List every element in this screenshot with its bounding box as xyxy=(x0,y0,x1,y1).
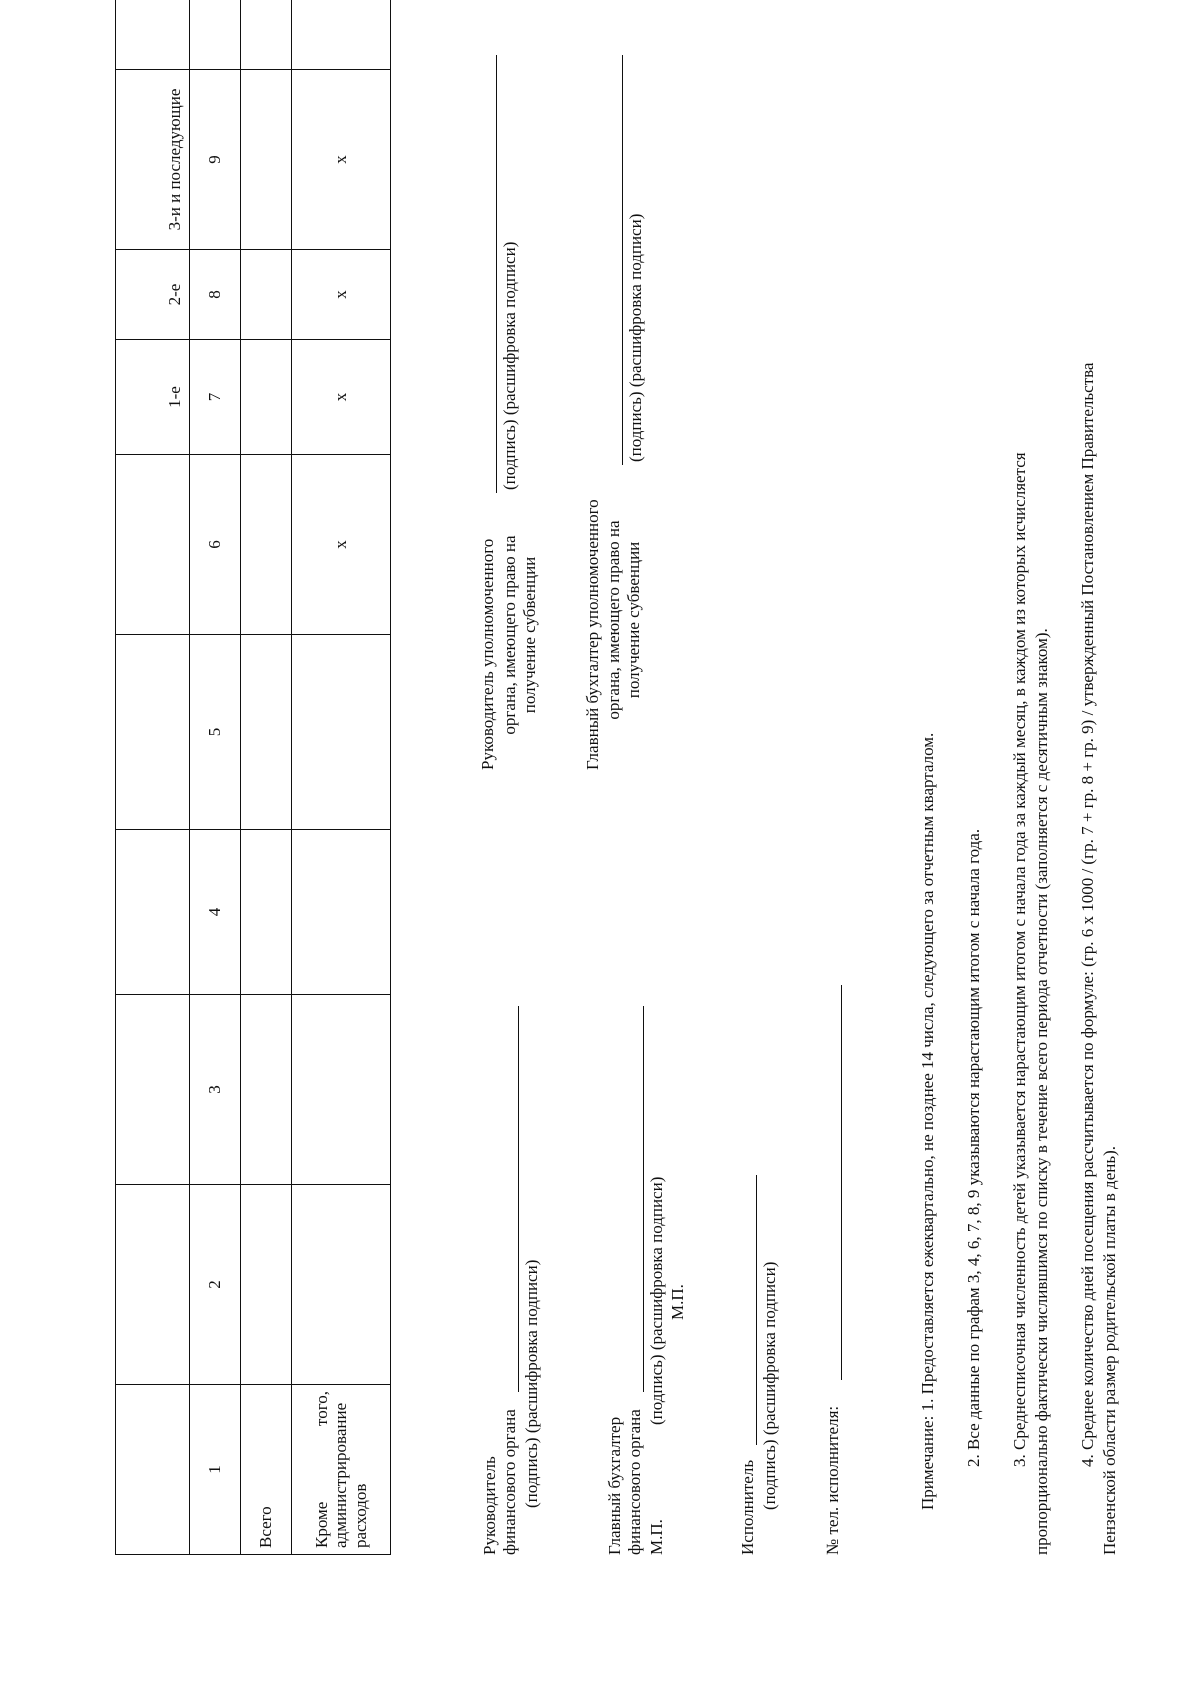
note-3-line-1: 3. Среднесписочная численность детей указывается нарастающим итогом с начала года за каждый месяц, в каждом из которых исчисляется xyxy=(1010,452,1029,1467)
header-cell xyxy=(116,0,190,70)
data-cell xyxy=(292,635,391,830)
table-row-total xyxy=(241,0,292,1555)
header-cell xyxy=(116,635,190,830)
column-number: 3 xyxy=(190,995,241,1185)
header-cell xyxy=(116,455,190,635)
finance-head-caption: (подпись) (расшифровка подписи) xyxy=(522,1259,541,1508)
finance-accountant-title-2: финансового органа xyxy=(625,1409,644,1555)
row-label-rest: администрирование расходов xyxy=(331,1402,370,1548)
executor-phone-line xyxy=(841,985,842,1380)
executor-phone-label: № тел. исполнителя: xyxy=(823,1405,842,1555)
authorized-head-signature-line xyxy=(496,55,497,493)
column-number: 7 xyxy=(190,340,241,455)
column-number: 8 xyxy=(190,250,241,340)
note-4-line-2: Пензенской области размер родительской платы в день). xyxy=(1100,1146,1119,1555)
finance-accountant-caption: (подпись) (расшифровка подписи) xyxy=(647,1176,666,1425)
executor-signature-line xyxy=(756,1175,757,1445)
finance-head-signature-line xyxy=(518,1006,519,1392)
finance-accountant-title-1: Главный бухгалтер xyxy=(605,1416,624,1555)
note-2: 2. Все данные по графам 3, 4, 6, 7, 8, 9 указываются нарастающим итогом с начала года. xyxy=(964,828,983,1467)
column-number: 2 xyxy=(190,1185,241,1385)
column-number xyxy=(190,0,241,70)
authorized-accountant-title-3: получение субвенции xyxy=(624,541,643,699)
data-cell xyxy=(241,830,292,995)
column-number: 1 xyxy=(190,1385,241,1555)
column-number: 6 xyxy=(190,455,241,635)
table-row-admin-expenses xyxy=(292,0,391,1555)
authorized-accountant-title-2: органа, имеющего право на xyxy=(604,520,623,720)
authorized-accountant-title-1: Главный бухгалтер уполномоченного xyxy=(583,499,602,770)
data-cell: х xyxy=(292,455,391,635)
data-cell: х xyxy=(292,70,391,250)
header-cell-first-month: 1-е xyxy=(116,340,190,455)
note-3-line-2: пропорционально фактически числившимся по списку в течение всего периода отчетности (заполняется с десятичным знаком). xyxy=(1032,628,1051,1555)
header-cell xyxy=(116,1185,190,1385)
column-number-row xyxy=(190,0,241,1555)
authorized-accountant-caption: (подпись) (расшифровка подписи) xyxy=(626,213,645,462)
executor-title: Исполнитель xyxy=(738,1459,757,1555)
rotated-form-page xyxy=(90,55,1180,1555)
column-number: 5 xyxy=(190,635,241,830)
note-4-line-1: 4. Среднее количество дней посещения рассчитывается по формуле: (гр. 6 х 1000 / (гр. 7 + гр. 8 + гр. 9) / утвержденный Постановлением Правительства xyxy=(1078,362,1097,1467)
data-cell xyxy=(292,995,391,1185)
row-label-admin-expenses xyxy=(292,1385,391,1555)
finance-head-title-1: Руководитель xyxy=(480,1456,499,1555)
executor-caption: (подпись) (расшифровка подписи) xyxy=(760,1261,779,1510)
data-cell xyxy=(241,250,292,340)
data-cell xyxy=(241,340,292,455)
finance-accountant-signature-line xyxy=(643,1006,644,1392)
authorized-head-title-3: получение субвенции xyxy=(520,556,539,714)
row-label-total: Всего xyxy=(241,1385,292,1555)
data-cell: х xyxy=(292,250,391,340)
data-cell xyxy=(241,995,292,1185)
stamp-mark-label-secondary: М.П. xyxy=(668,1284,687,1320)
report-table xyxy=(115,0,391,1555)
data-cell xyxy=(292,830,391,995)
stamp-mark-label: М.П. xyxy=(647,1519,666,1555)
table-header-row xyxy=(116,0,190,1555)
data-cell xyxy=(241,635,292,830)
header-cell-second-month: 2-е xyxy=(116,250,190,340)
data-cell xyxy=(241,1185,292,1385)
data-cell xyxy=(241,70,292,250)
data-cell xyxy=(292,0,391,70)
note-1: Примечание: 1. Предоставляется ежеквартально, не позднее 14 числа, следующего за отчетным кварталом. xyxy=(918,732,937,1510)
header-cell xyxy=(116,1385,190,1555)
header-cell-third-month: 3-и и последующие xyxy=(116,70,190,250)
data-cell xyxy=(292,1185,391,1385)
finance-head-title-2: финансового органа xyxy=(500,1409,519,1555)
authorized-head-title-2: органа, имеющего право на xyxy=(500,535,519,735)
data-cell: х xyxy=(292,340,391,455)
header-cell xyxy=(116,995,190,1185)
authorized-head-title-1: Руководитель уполномоченного xyxy=(478,538,497,770)
data-cell xyxy=(241,455,292,635)
authorized-accountant-signature-line xyxy=(622,55,623,465)
header-cell xyxy=(116,830,190,995)
row-label-word: того, xyxy=(311,1391,331,1427)
authorized-head-caption: (подпись) (расшифровка подписи) xyxy=(500,241,519,490)
column-number: 9 xyxy=(190,70,241,250)
column-number: 4 xyxy=(190,830,241,995)
row-label-word: Кроме xyxy=(311,1501,331,1548)
data-cell xyxy=(241,0,292,70)
